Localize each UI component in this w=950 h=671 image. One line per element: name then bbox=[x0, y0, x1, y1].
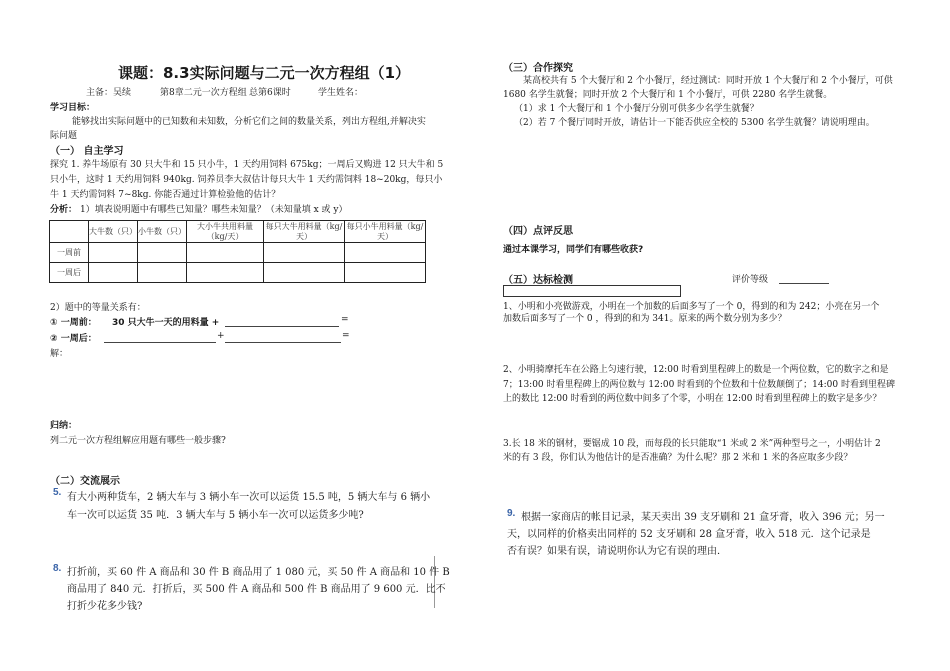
goal-line-1: 能够找出实际问题中的已知数和未知数，分析它们之间的数量关系，列出方程组,并解决实 bbox=[72, 117, 426, 127]
explore-line-2: 只小牛，这时 1 天约用饲料 940kg. 饲养员李大叔估计每只大牛 1 天约需饲料 18~20kg，每只小 bbox=[50, 175, 443, 185]
table-cell[interactable] bbox=[138, 263, 187, 283]
explore-line-1: 探究 1. 养牛场原有 30 只大牛和 15 只小牛，1 天约用饲料 675kg；一周后又购进 12 只大牛和 5 bbox=[50, 160, 444, 170]
equation-2-equals: = bbox=[342, 331, 350, 341]
problem-8-line-3: 打折少花多少钱? bbox=[67, 601, 143, 612]
goal-line-2: 际问题 bbox=[50, 131, 78, 141]
problem-9-number: 9. bbox=[507, 508, 516, 519]
problem-8-line-1: 打折前，买 60 件 A 商品和 30 件 B 商品用了 1 080 元，买 50 件 A 商品和 10 件 B bbox=[67, 567, 450, 578]
table-header: 每只小牛用料量（kg/天） bbox=[345, 221, 426, 243]
coop-question-1: （1）求 1 个大餐厅和 1 个小餐厅分别可供多少名学生就餐？ bbox=[514, 104, 759, 114]
problem-9-line-1: 根据一家商店的帐目记录，某天卖出 39 支牙刷和 21 盒牙膏，收入 396 元；另一 bbox=[521, 512, 885, 523]
summary-heading: 归纳： bbox=[50, 421, 78, 431]
table-cell[interactable] bbox=[264, 243, 345, 263]
section-heading-reflect: （四）点评反思 bbox=[503, 226, 573, 237]
table-row-label: 一周后 bbox=[50, 263, 89, 283]
test-1-line-1: 1、小明和小亮做游戏，小明在一个加数的后面多写了一个 0，得到的和为 242；小亮在另一个 bbox=[503, 302, 880, 312]
equation-2-label: ② 一周后： bbox=[50, 334, 97, 344]
student-name-label: 学生姓名： bbox=[318, 88, 364, 98]
equation-1-equals: = bbox=[341, 315, 349, 325]
author: 主备：吴续 bbox=[86, 88, 132, 98]
problem-8-number: 8. bbox=[53, 563, 62, 574]
table-cell[interactable] bbox=[264, 263, 345, 283]
test-3-line-1: 3.长 18 米的钢材，要锯成 10 段，而每段的长只能取“1 米或 2 米”两种型号之一，小明估计 2 bbox=[503, 439, 881, 449]
analysis-text: 1）填表说明题中有哪些已知量？哪些未知量？（未知量填 x 或 y） bbox=[80, 205, 348, 215]
table-cell[interactable] bbox=[345, 263, 426, 283]
table-header: 大小牛共用料量（kg/天） bbox=[187, 221, 264, 243]
analysis-label: 分析： bbox=[50, 205, 78, 215]
equation-2-blank-1[interactable] bbox=[104, 342, 216, 343]
table-cell[interactable] bbox=[187, 243, 264, 263]
data-table bbox=[49, 220, 426, 283]
problem-5-line-1: 有大小两种货车，2 辆大车与 3 辆小车一次可以运货 15.5 吨，5 辆大车与 6 辆小 bbox=[67, 492, 431, 503]
test-2-line-2: 7；13:00 时看里程碑上的两位数与 12:00 时看到的个位数和十位数颠倒了；14:00 时看到里程碑 bbox=[503, 380, 895, 390]
section-heading-test: （五）达标检测 bbox=[503, 275, 573, 286]
chapter: 第8章二元一次方程组 bbox=[160, 88, 247, 98]
equation-intro: 2）题中的等量关系有： bbox=[50, 303, 146, 313]
table-header: 大牛数（只） bbox=[89, 221, 138, 243]
coop-line-2: 1680 名学生就餐；同时开放 2 个大餐厅和 1 个小餐厅，可供 2280 名学生就餐。 bbox=[503, 90, 833, 100]
table-cell[interactable] bbox=[138, 243, 187, 263]
grade-blank[interactable] bbox=[779, 283, 829, 284]
grade-label: 评价等级 bbox=[732, 275, 769, 285]
problem-8-line-2: 商品用了 840 元．打折后，买 500 件 A 商品和 500 件 B 商品用了 9 600 元．比不 bbox=[67, 584, 446, 595]
coop-line-1: 某高校共有 5 个大餐厅和 2 个小餐厅，经过测试：同时开放 1 个大餐厅和 2 个小餐厅，可供 bbox=[523, 76, 893, 86]
table-row-label: 一周前 bbox=[50, 243, 89, 263]
section-heading-showcase: （二）交流展示 bbox=[50, 476, 120, 487]
problem-9-line-3: 否有误？如果有误，请说明你认为它有误的理由． bbox=[507, 546, 727, 557]
equation-1-text: 30 只大牛一天的用料量 + bbox=[112, 318, 220, 328]
goal-heading: 学习目标： bbox=[50, 103, 96, 113]
equation-2-blank-2[interactable] bbox=[225, 342, 341, 343]
reflect-text: 通过本课学习，同学们有哪些收获? bbox=[503, 245, 644, 255]
equation-1-label: ① 一周前： bbox=[50, 318, 97, 328]
page-title: 课题：8.3实际问题与二元一次方程组（1） bbox=[118, 64, 411, 82]
solve-label: 解： bbox=[50, 349, 69, 359]
equation-2-plus: + bbox=[217, 331, 225, 341]
section-heading-cooperate: （三）合作探究 bbox=[503, 63, 573, 74]
problem-5-number: 5. bbox=[53, 487, 62, 498]
table-cell[interactable] bbox=[345, 243, 426, 263]
test-2-line-3: 上的数比 12:00 时看到的两位数中间多了个零，小明在 12:00 时看到里程碑上的数字是多少？ bbox=[503, 394, 882, 404]
test-2-line-1: 2、小明骑摩托车在公路上匀速行驶，12:00 时看到里程碑上的数是一个两位数，它的数字之和是 bbox=[503, 365, 889, 375]
equation-1-blank[interactable] bbox=[225, 326, 339, 327]
table-cell[interactable] bbox=[187, 263, 264, 283]
table-header-blank bbox=[50, 221, 89, 243]
explore-line-3: 牛 1 天约需饲料 7~8kg. 你能否通过计算检验他的估计？ bbox=[50, 190, 281, 200]
problem-5-line-2: 车一次可以运货 35 吨．3 辆大车与 5 辆小车一次可以运货多少吨? bbox=[67, 510, 364, 521]
table-cell[interactable] bbox=[89, 243, 138, 263]
section-heading-self-study: （一） 自主学习 bbox=[50, 146, 124, 157]
test-1-line-2: 加数后面多写了一个 0 ，得到的和为 341。原来的两个数分别为多少？ bbox=[503, 314, 787, 324]
table-cell[interactable] bbox=[89, 263, 138, 283]
test-3-line-2: 米的有 3 段，你们认为他估计的是否准确？为什么呢？那 2 米和 1 米的各应取多少段？ bbox=[503, 453, 853, 463]
summary-text: 列二元一次方程组解应用题有哪些一般步骤? bbox=[50, 436, 226, 446]
score-box bbox=[503, 285, 681, 297]
problem-9-line-2: 天，以同样的价格卖出同样的 52 支牙刷和 28 盒牙膏，收入 518 元．这个记录是 bbox=[507, 529, 871, 540]
table-header: 小牛数（只） bbox=[138, 221, 187, 243]
lesson-number: 总第6课时 bbox=[249, 88, 291, 98]
table-header: 每只大牛用料量（kg/天） bbox=[264, 221, 345, 243]
coop-question-2: （2）若 7 个餐厅同时开放，请估计一下能否供应全校的 5300 名学生就餐？请说明理由。 bbox=[514, 118, 875, 128]
